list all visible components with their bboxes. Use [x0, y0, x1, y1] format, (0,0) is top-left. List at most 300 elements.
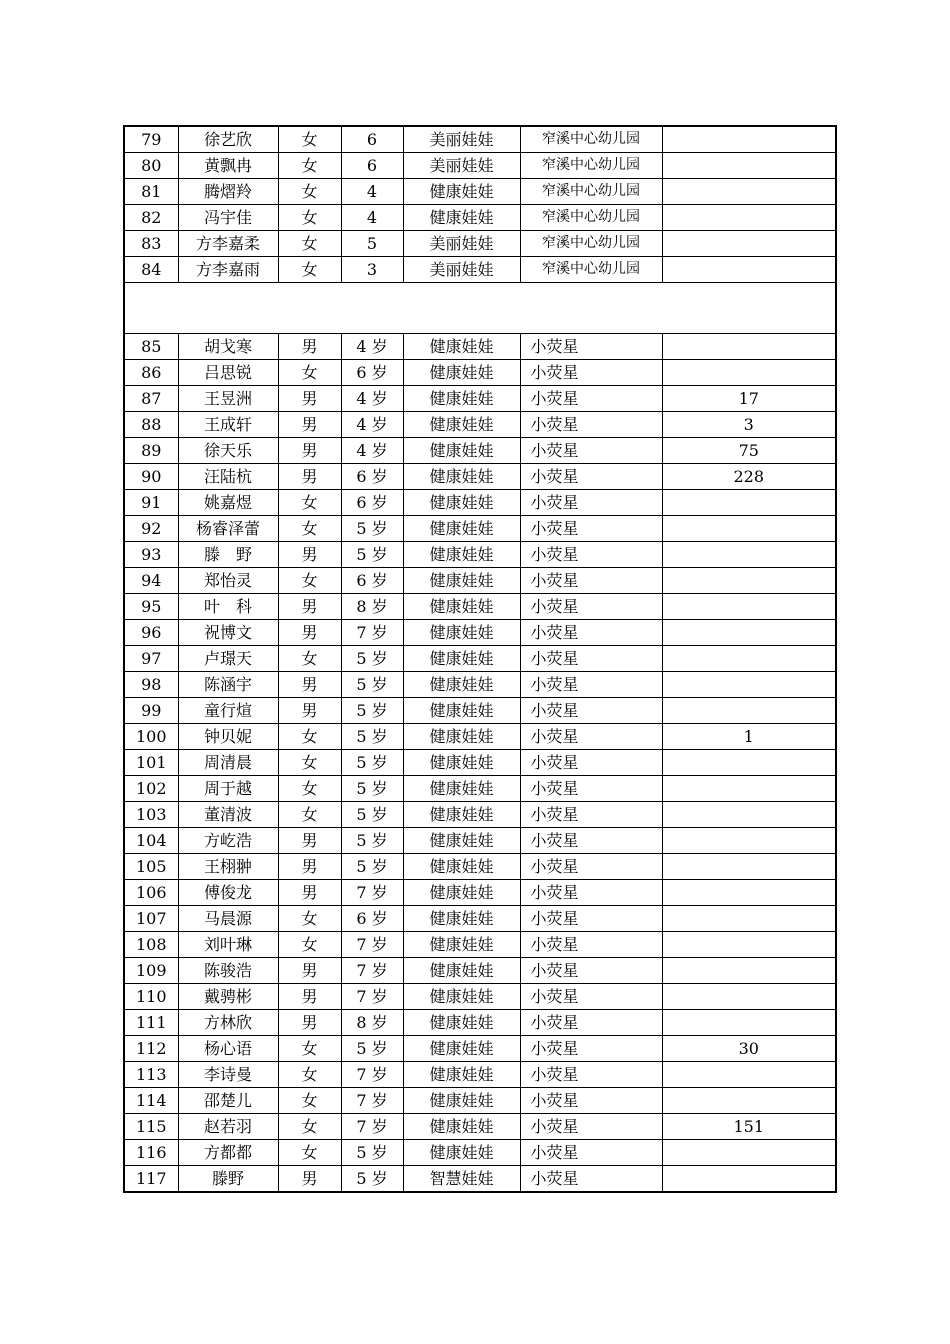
award-category-cell: 健康娃娃 [403, 438, 520, 464]
table-row [124, 984, 836, 1010]
unit-name-cell: 小荧星 [520, 880, 662, 906]
age-cell: 6 岁 [341, 360, 403, 386]
row-number-cell: 83 [124, 231, 178, 257]
gender-cell: 男 [278, 854, 341, 880]
vote-count-cell: 17 [662, 386, 836, 412]
gender-cell: 女 [278, 231, 341, 257]
vote-count-cell [662, 880, 836, 906]
age-cell: 7 岁 [341, 984, 403, 1010]
award-category-cell: 健康娃娃 [403, 334, 520, 360]
table-row [124, 776, 836, 802]
table-row [124, 698, 836, 724]
vote-count-cell [662, 932, 836, 958]
child-name-cell: 陈骏浩 [178, 958, 278, 984]
table-row [124, 179, 836, 205]
vote-count-cell: 3 [662, 412, 836, 438]
award-category-cell: 健康娃娃 [403, 1088, 520, 1114]
child-name-cell: 李诗曼 [178, 1062, 278, 1088]
child-name-cell: 腾熠羚 [178, 179, 278, 205]
child-name-cell: 徐天乐 [178, 438, 278, 464]
gender-cell: 男 [278, 984, 341, 1010]
award-category-cell: 健康娃娃 [403, 802, 520, 828]
table-row [124, 205, 836, 231]
row-number-cell: 101 [124, 750, 178, 776]
unit-name-cell: 窄溪中心幼儿园 [520, 205, 662, 231]
child-name-cell: 王昱洲 [178, 386, 278, 412]
child-name-cell: 赵若羽 [178, 1114, 278, 1140]
vote-count-cell: 30 [662, 1036, 836, 1062]
row-number-cell: 89 [124, 438, 178, 464]
age-cell: 5 岁 [341, 802, 403, 828]
child-name-cell: 滕 野 [178, 542, 278, 568]
unit-name-cell: 小荧星 [520, 542, 662, 568]
row-number-cell: 106 [124, 880, 178, 906]
unit-name-cell: 小荧星 [520, 1166, 662, 1193]
age-cell: 7 岁 [341, 620, 403, 646]
age-cell: 7 岁 [341, 1114, 403, 1140]
unit-name-cell: 窄溪中心幼儿园 [520, 126, 662, 153]
unit-name-cell: 小荧星 [520, 698, 662, 724]
unit-name-cell: 小荧星 [520, 334, 662, 360]
child-name-cell: 胡戈寒 [178, 334, 278, 360]
vote-count-cell [662, 1062, 836, 1088]
row-number-cell: 92 [124, 516, 178, 542]
vote-count-cell [662, 179, 836, 205]
gender-cell: 女 [278, 516, 341, 542]
row-number-cell: 111 [124, 1010, 178, 1036]
row-number-cell: 116 [124, 1140, 178, 1166]
row-number-cell: 81 [124, 179, 178, 205]
unit-name-cell: 小荧星 [520, 1036, 662, 1062]
unit-name-cell: 小荧星 [520, 984, 662, 1010]
gender-cell: 女 [278, 932, 341, 958]
award-category-cell: 美丽娃娃 [403, 257, 520, 283]
child-name-cell: 童行煊 [178, 698, 278, 724]
table-row [124, 464, 836, 490]
unit-name-cell: 小荧星 [520, 932, 662, 958]
age-cell: 5 岁 [341, 750, 403, 776]
award-category-cell: 健康娃娃 [403, 542, 520, 568]
award-category-cell: 健康娃娃 [403, 750, 520, 776]
table-row [124, 126, 836, 153]
gender-cell: 男 [278, 386, 341, 412]
unit-name-cell: 小荧星 [520, 438, 662, 464]
row-number-cell: 85 [124, 334, 178, 360]
gender-cell: 女 [278, 153, 341, 179]
table-row [124, 932, 836, 958]
age-cell: 8 岁 [341, 1010, 403, 1036]
unit-name-cell: 小荧星 [520, 750, 662, 776]
unit-name-cell: 小荧星 [520, 958, 662, 984]
vote-count-cell [662, 984, 836, 1010]
table-row [124, 750, 836, 776]
vote-count-cell [662, 776, 836, 802]
age-cell: 4 岁 [341, 386, 403, 412]
child-name-cell: 姚嘉煜 [178, 490, 278, 516]
child-name-cell: 董清波 [178, 802, 278, 828]
table-row [124, 594, 836, 620]
vote-count-cell [662, 1088, 836, 1114]
gender-cell: 男 [278, 412, 341, 438]
award-category-cell: 健康娃娃 [403, 776, 520, 802]
child-name-cell: 冯宇佳 [178, 205, 278, 231]
gender-cell: 男 [278, 698, 341, 724]
vote-count-cell: 151 [662, 1114, 836, 1140]
gender-cell: 男 [278, 594, 341, 620]
age-cell: 5 岁 [341, 1036, 403, 1062]
age-cell: 5 岁 [341, 724, 403, 750]
gender-cell: 女 [278, 646, 341, 672]
row-number-cell: 80 [124, 153, 178, 179]
table-row [124, 1010, 836, 1036]
vote-count-cell [662, 126, 836, 153]
child-name-cell: 叶 科 [178, 594, 278, 620]
vote-count-cell [662, 698, 836, 724]
row-number-cell: 103 [124, 802, 178, 828]
table-row [124, 1036, 836, 1062]
row-number-cell: 105 [124, 854, 178, 880]
table-row [124, 802, 836, 828]
row-number-cell: 87 [124, 386, 178, 412]
child-name-cell: 邵楚儿 [178, 1088, 278, 1114]
gender-cell: 女 [278, 906, 341, 932]
row-number-cell: 88 [124, 412, 178, 438]
award-category-cell: 健康娃娃 [403, 984, 520, 1010]
unit-name-cell: 小荧星 [520, 646, 662, 672]
row-number-cell: 114 [124, 1088, 178, 1114]
gender-cell: 男 [278, 958, 341, 984]
table-row [124, 724, 836, 750]
unit-name-cell: 小荧星 [520, 568, 662, 594]
child-name-cell: 方李嘉柔 [178, 231, 278, 257]
award-category-cell: 健康娃娃 [403, 1036, 520, 1062]
row-number-cell: 86 [124, 360, 178, 386]
vote-count-cell [662, 958, 836, 984]
award-category-cell: 健康娃娃 [403, 698, 520, 724]
table-row [124, 257, 836, 283]
award-category-cell: 健康娃娃 [403, 724, 520, 750]
table-row [124, 672, 836, 698]
row-number-cell: 94 [124, 568, 178, 594]
unit-name-cell: 小荧星 [520, 516, 662, 542]
unit-name-cell: 小荧星 [520, 854, 662, 880]
table-row [124, 958, 836, 984]
age-cell: 4 [341, 179, 403, 205]
age-cell: 5 岁 [341, 828, 403, 854]
gender-cell: 女 [278, 257, 341, 283]
gender-cell: 男 [278, 620, 341, 646]
gender-cell: 男 [278, 672, 341, 698]
award-category-cell: 健康娃娃 [403, 490, 520, 516]
award-category-cell: 健康娃娃 [403, 464, 520, 490]
age-cell: 5 岁 [341, 516, 403, 542]
gender-cell: 男 [278, 464, 341, 490]
unit-name-cell: 小荧星 [520, 1062, 662, 1088]
award-category-cell: 健康娃娃 [403, 958, 520, 984]
unit-name-cell: 小荧星 [520, 828, 662, 854]
age-cell: 5 岁 [341, 854, 403, 880]
gender-cell: 女 [278, 1140, 341, 1166]
row-number-cell: 98 [124, 672, 178, 698]
table-body [124, 126, 836, 1192]
age-cell: 7 岁 [341, 958, 403, 984]
gender-cell: 女 [278, 724, 341, 750]
gender-cell: 女 [278, 802, 341, 828]
child-name-cell: 卢璟天 [178, 646, 278, 672]
award-category-cell: 健康娃娃 [403, 1114, 520, 1140]
table-row [124, 880, 836, 906]
unit-name-cell: 小荧星 [520, 776, 662, 802]
row-number-cell: 110 [124, 984, 178, 1010]
row-number-cell: 84 [124, 257, 178, 283]
row-number-cell: 91 [124, 490, 178, 516]
award-category-cell: 健康娃娃 [403, 386, 520, 412]
unit-name-cell: 小荧星 [520, 594, 662, 620]
unit-name-cell: 小荧星 [520, 906, 662, 932]
unit-name-cell: 小荧星 [520, 1088, 662, 1114]
unit-name-cell: 小荧星 [520, 464, 662, 490]
age-cell: 6 岁 [341, 490, 403, 516]
table-row [124, 386, 836, 412]
child-name-cell: 方都都 [178, 1140, 278, 1166]
gender-cell: 女 [278, 1088, 341, 1114]
gender-cell: 女 [278, 179, 341, 205]
table-row [124, 334, 836, 360]
award-category-cell: 健康娃娃 [403, 906, 520, 932]
table-row [124, 828, 836, 854]
child-name-cell: 方李嘉雨 [178, 257, 278, 283]
child-name-cell: 滕野 [178, 1166, 278, 1193]
registration-table [123, 125, 837, 1193]
table-row [124, 1166, 836, 1193]
table-row [124, 360, 836, 386]
age-cell: 4 岁 [341, 438, 403, 464]
row-number-cell: 112 [124, 1036, 178, 1062]
vote-count-cell [662, 828, 836, 854]
vote-count-cell [662, 334, 836, 360]
table-row [124, 490, 836, 516]
award-category-cell: 健康娃娃 [403, 1140, 520, 1166]
gender-cell: 男 [278, 334, 341, 360]
vote-count-cell [662, 750, 836, 776]
age-cell: 5 岁 [341, 1140, 403, 1166]
gender-cell: 女 [278, 490, 341, 516]
row-number-cell: 117 [124, 1166, 178, 1193]
award-category-cell: 健康娃娃 [403, 1010, 520, 1036]
vote-count-cell [662, 490, 836, 516]
award-category-cell: 美丽娃娃 [403, 231, 520, 257]
vote-count-cell [662, 257, 836, 283]
table-row [124, 542, 836, 568]
gender-cell: 男 [278, 1010, 341, 1036]
age-cell: 7 岁 [341, 932, 403, 958]
table-row [124, 412, 836, 438]
vote-count-cell [662, 854, 836, 880]
gender-cell: 女 [278, 750, 341, 776]
age-cell: 4 岁 [341, 412, 403, 438]
child-name-cell: 方林欣 [178, 1010, 278, 1036]
unit-name-cell: 小荧星 [520, 620, 662, 646]
age-cell: 6 岁 [341, 464, 403, 490]
award-category-cell: 健康娃娃 [403, 205, 520, 231]
table-row [124, 646, 836, 672]
child-name-cell: 杨睿泽蕾 [178, 516, 278, 542]
gender-cell: 男 [278, 542, 341, 568]
vote-count-cell [662, 360, 836, 386]
award-category-cell: 健康娃娃 [403, 594, 520, 620]
row-number-cell: 115 [124, 1114, 178, 1140]
unit-name-cell: 窄溪中心幼儿园 [520, 153, 662, 179]
award-category-cell: 健康娃娃 [403, 516, 520, 542]
gender-cell: 男 [278, 828, 341, 854]
row-number-cell: 102 [124, 776, 178, 802]
row-number-cell: 113 [124, 1062, 178, 1088]
age-cell: 5 岁 [341, 542, 403, 568]
child-name-cell: 汪陆杭 [178, 464, 278, 490]
age-cell: 6 [341, 126, 403, 153]
row-number-cell: 108 [124, 932, 178, 958]
award-category-cell: 健康娃娃 [403, 646, 520, 672]
gender-cell: 女 [278, 1114, 341, 1140]
table-row [124, 568, 836, 594]
award-category-cell: 智慧娃娃 [403, 1166, 520, 1193]
table-row [124, 1140, 836, 1166]
age-cell: 6 岁 [341, 906, 403, 932]
row-number-cell: 104 [124, 828, 178, 854]
child-name-cell: 王成轩 [178, 412, 278, 438]
age-cell: 4 [341, 205, 403, 231]
child-name-cell: 傅俊龙 [178, 880, 278, 906]
row-number-cell: 107 [124, 906, 178, 932]
child-name-cell: 杨心语 [178, 1036, 278, 1062]
row-number-cell: 82 [124, 205, 178, 231]
table-row [124, 620, 836, 646]
unit-name-cell: 小荧星 [520, 490, 662, 516]
gender-cell: 女 [278, 205, 341, 231]
child-name-cell: 陈涵宇 [178, 672, 278, 698]
age-cell: 7 岁 [341, 1062, 403, 1088]
vote-count-cell [662, 906, 836, 932]
vote-count-cell [662, 516, 836, 542]
age-cell: 6 岁 [341, 568, 403, 594]
age-cell: 5 岁 [341, 698, 403, 724]
child-name-cell: 钟贝妮 [178, 724, 278, 750]
row-number-cell: 99 [124, 698, 178, 724]
vote-count-cell [662, 1166, 836, 1193]
gender-cell: 男 [278, 880, 341, 906]
child-name-cell: 黄飘冉 [178, 153, 278, 179]
age-cell: 5 岁 [341, 776, 403, 802]
age-cell: 3 [341, 257, 403, 283]
row-number-cell: 97 [124, 646, 178, 672]
vote-count-cell [662, 1140, 836, 1166]
vote-count-cell [662, 205, 836, 231]
award-category-cell: 健康娃娃 [403, 568, 520, 594]
row-number-cell: 109 [124, 958, 178, 984]
gender-cell: 女 [278, 568, 341, 594]
age-cell: 8 岁 [341, 594, 403, 620]
child-name-cell: 马晨源 [178, 906, 278, 932]
vote-count-cell [662, 594, 836, 620]
vote-count-cell [662, 672, 836, 698]
spacer-cell [124, 283, 836, 334]
vote-count-cell: 75 [662, 438, 836, 464]
child-name-cell: 王栩翀 [178, 854, 278, 880]
table-row [124, 1088, 836, 1114]
unit-name-cell: 小荧星 [520, 1010, 662, 1036]
award-category-cell: 美丽娃娃 [403, 126, 520, 153]
award-category-cell: 健康娃娃 [403, 179, 520, 205]
award-category-cell: 健康娃娃 [403, 1062, 520, 1088]
vote-count-cell: 228 [662, 464, 836, 490]
row-number-cell: 90 [124, 464, 178, 490]
child-name-cell: 方屹浩 [178, 828, 278, 854]
section-spacer-row [124, 283, 836, 334]
table-row [124, 1062, 836, 1088]
age-cell: 7 岁 [341, 1088, 403, 1114]
row-number-cell: 79 [124, 126, 178, 153]
age-cell: 6 [341, 153, 403, 179]
vote-count-cell [662, 1010, 836, 1036]
unit-name-cell: 小荧星 [520, 360, 662, 386]
row-number-cell: 93 [124, 542, 178, 568]
vote-count-cell [662, 620, 836, 646]
table-row [124, 153, 836, 179]
gender-cell: 男 [278, 438, 341, 464]
unit-name-cell: 小荧星 [520, 672, 662, 698]
award-category-cell: 健康娃娃 [403, 932, 520, 958]
age-cell: 7 岁 [341, 880, 403, 906]
unit-name-cell: 小荧星 [520, 412, 662, 438]
child-name-cell: 祝博文 [178, 620, 278, 646]
child-name-cell: 徐艺欣 [178, 126, 278, 153]
vote-count-cell [662, 568, 836, 594]
vote-count-cell: 1 [662, 724, 836, 750]
gender-cell: 女 [278, 1036, 341, 1062]
award-category-cell: 健康娃娃 [403, 412, 520, 438]
award-category-cell: 健康娃娃 [403, 620, 520, 646]
child-name-cell: 周于越 [178, 776, 278, 802]
gender-cell: 女 [278, 126, 341, 153]
vote-count-cell [662, 542, 836, 568]
row-number-cell: 100 [124, 724, 178, 750]
vote-count-cell [662, 153, 836, 179]
age-cell: 5 岁 [341, 1166, 403, 1193]
unit-name-cell: 小荧星 [520, 386, 662, 412]
child-name-cell: 戴骋彬 [178, 984, 278, 1010]
child-name-cell: 吕思锐 [178, 360, 278, 386]
award-category-cell: 健康娃娃 [403, 360, 520, 386]
award-category-cell: 美丽娃娃 [403, 153, 520, 179]
unit-name-cell: 窄溪中心幼儿园 [520, 231, 662, 257]
child-name-cell: 郑怡灵 [178, 568, 278, 594]
child-name-cell: 周清晨 [178, 750, 278, 776]
award-category-cell: 健康娃娃 [403, 880, 520, 906]
gender-cell: 女 [278, 776, 341, 802]
table-row [124, 1114, 836, 1140]
unit-name-cell: 小荧星 [520, 1140, 662, 1166]
table-row [124, 438, 836, 464]
table-row [124, 516, 836, 542]
unit-name-cell: 小荧星 [520, 1114, 662, 1140]
table-row [124, 231, 836, 257]
row-number-cell: 96 [124, 620, 178, 646]
award-category-cell: 健康娃娃 [403, 854, 520, 880]
vote-count-cell [662, 646, 836, 672]
table-row [124, 854, 836, 880]
vote-count-cell [662, 802, 836, 828]
unit-name-cell: 小荧星 [520, 802, 662, 828]
